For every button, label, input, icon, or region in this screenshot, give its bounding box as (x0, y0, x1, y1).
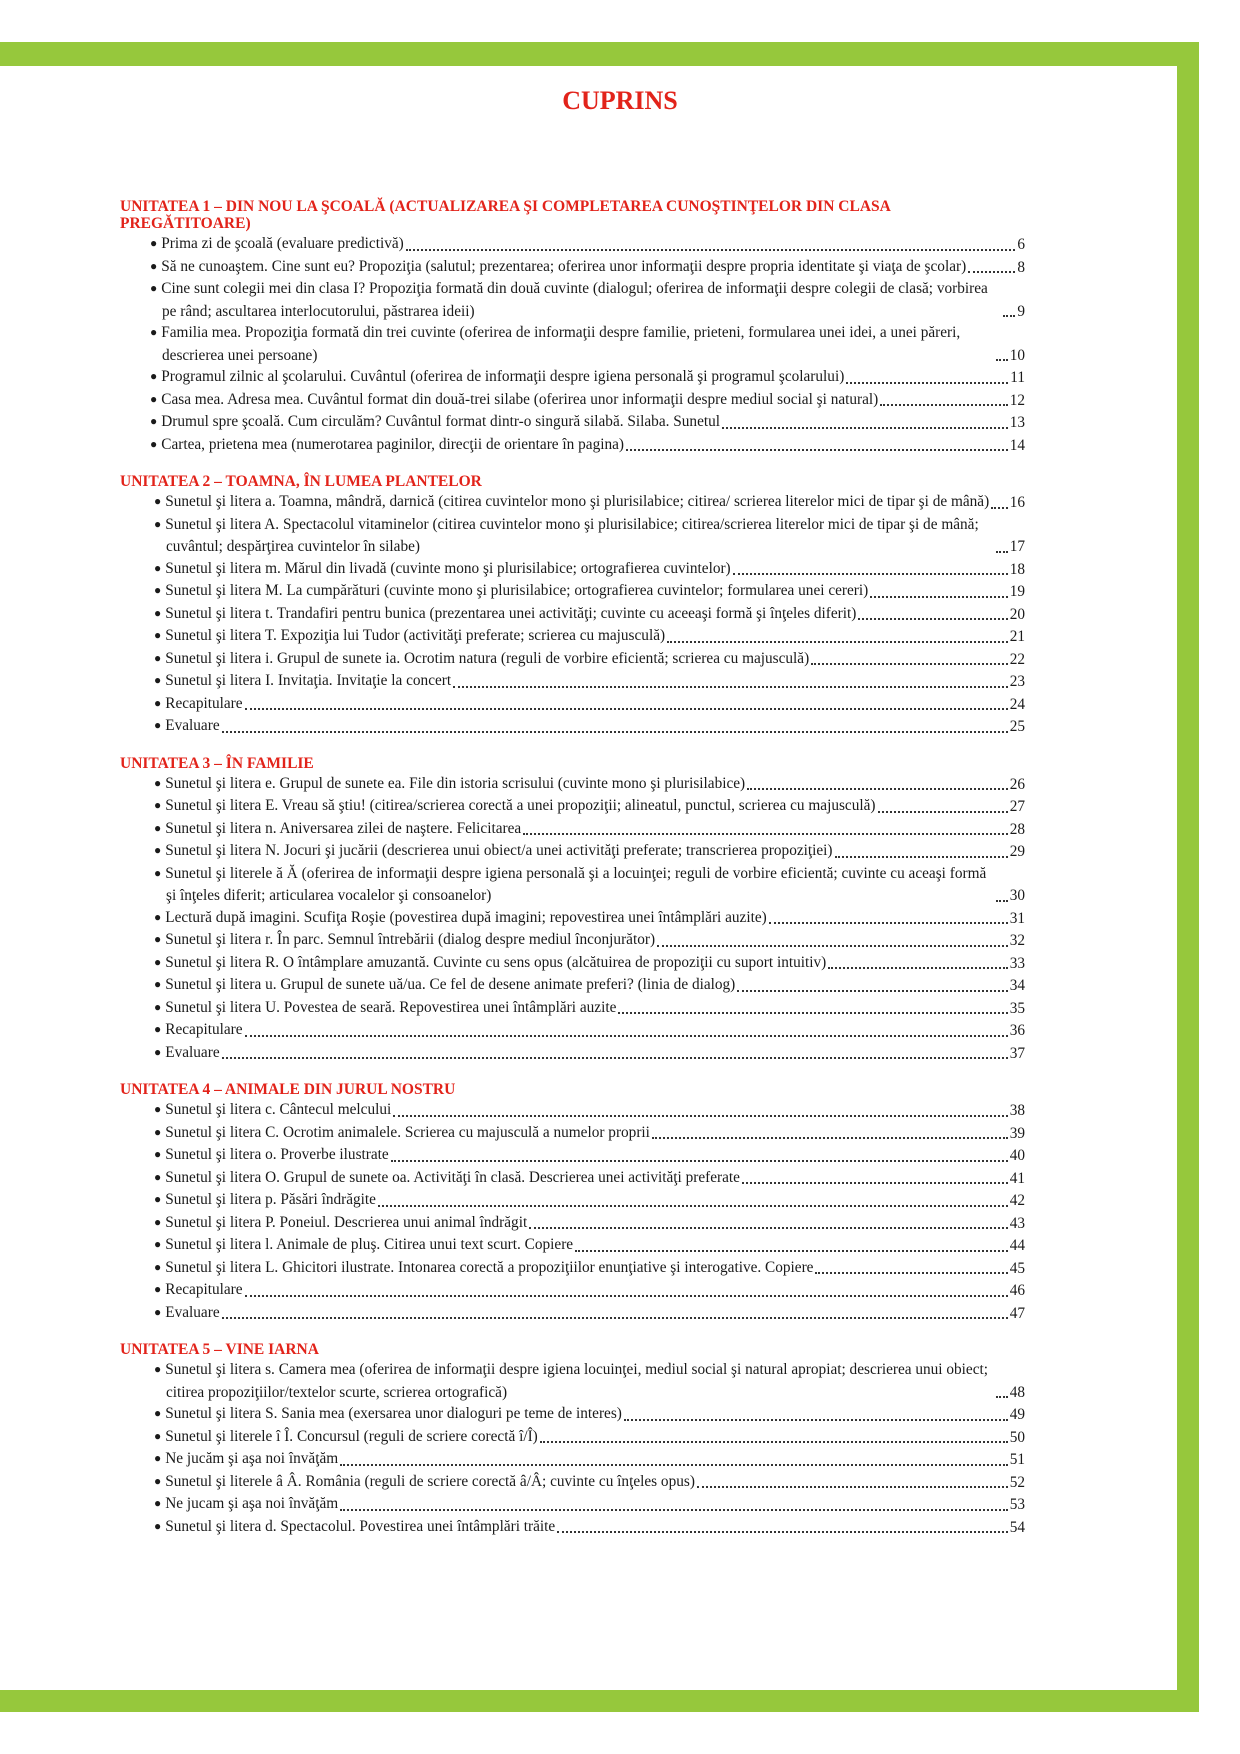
page-number: 32 (1009, 932, 1025, 949)
dot-leader (828, 966, 1007, 969)
page-number: 50 (1009, 1428, 1025, 1446)
toc-entry-text: Sunetul şi litera l. Animale de pluş. Citirea unui text scurt. Copiere (165, 1236, 574, 1253)
bullet-icon: ● (154, 1451, 162, 1465)
bullet-icon: ● (150, 281, 158, 295)
dot-leader (657, 944, 1008, 947)
toc-entry-text: Sunetul şi litera i. Grupul de sunete ia. Ocrotim natura (reguli de vorbire eficientă; scrierea cu majusculă) (165, 649, 810, 667)
toc-entry[interactable] (120, 1099, 1025, 1122)
page-number: 35 (1009, 999, 1025, 1017)
toc-entry[interactable] (120, 514, 1025, 558)
dot-leader (996, 358, 1008, 361)
bullet-icon: ● (154, 1518, 162, 1533)
toc-entry-text: Lectură după imagini. Scufiţa Roşie (povestirea după imagini; repovestirea unei întâmplări auzite) (165, 908, 767, 926)
toc-entry[interactable] (120, 366, 1025, 389)
toc-entry[interactable] (120, 952, 1025, 975)
bullet-icon: ● (150, 236, 158, 250)
toc-entry-text: Sunetul şi litera A. Spectacolul vitaminelor (citirea cuvintelor mono şi plurisilabice; citirea/scrierea literelor mici de tipar şi de mână; cuvântul; despărţirea cuvintelor în silabe) (165, 515, 979, 555)
toc-entry-text: Sunetul şi litera d. Spectacolul. Povestirea unei întâmplări trăite (165, 1517, 556, 1535)
page-number: 8 (1017, 258, 1025, 276)
green-frame-top (0, 42, 1199, 66)
toc-entry[interactable] (120, 625, 1025, 648)
dot-leader (626, 448, 1008, 451)
page-number: 16 (1009, 494, 1025, 511)
toc-entry-text: Cine sunt colegii mei din clasa I? Propoziţia formată din două cuvinte (dialogul; oferirea de informaţii despre colegii de clasă; vorbirea pe rând; ascultarea interlocutorului, păstrarea ideii) (161, 280, 988, 320)
toc-entry-text: Evaluare (165, 1303, 220, 1321)
bullet-icon: ● (154, 1282, 162, 1296)
toc-entry[interactable] (120, 580, 1025, 603)
unit-title: UNITATEA 1 – DIN NOU LA ŞCOALĂ (ACTUALIZAREA ŞI COMPLETAREA CUNOŞTINŢELOR DIN CLASA PREGĂTITOARE) (120, 198, 890, 232)
bullet-icon: ● (154, 909, 162, 924)
dot-leader (391, 1159, 1008, 1162)
page-number: 38 (1009, 1102, 1025, 1119)
page-number: 52 (1009, 1473, 1025, 1491)
page-title: CUPRINS (562, 86, 678, 115)
bullet-icon: ● (154, 1214, 162, 1229)
page-number: 46 (1009, 1282, 1025, 1299)
bullet-icon: ● (154, 1428, 162, 1443)
bullet-icon: ● (154, 977, 162, 991)
page-number: 9 (1017, 302, 1025, 320)
dot-leader (811, 662, 1008, 665)
bullet-icon: ● (154, 820, 162, 835)
bullet-icon: ● (154, 605, 162, 620)
dot-leader (453, 685, 1008, 688)
green-frame-bottom (0, 1690, 1199, 1712)
toc-entry-text: Programul zilnic al şcolarului. Cuvântul (oferirea de informaţii despre igiena personală şi programul şcolarului) (161, 368, 845, 385)
toc-entry-text: Cartea, prietena mea (numerotarea paginilor, direcţii de orientare în pagina) (161, 435, 624, 453)
page-number: 11 (1010, 369, 1025, 386)
page-number: 27 (1009, 798, 1025, 815)
bullet-icon: ● (154, 650, 162, 665)
toc-entry-text: Sunetul şi litera t. Trandafiri pentru bunica (prezentarea unei activităţi; cuvinte cu aceeaşi formă şi înţeles diferit) (165, 604, 857, 622)
toc-entry-text: Recapitulare (165, 1281, 243, 1298)
dot-leader (652, 1136, 1008, 1139)
bullet-icon: ● (154, 1237, 162, 1251)
toc-entry[interactable] (120, 1019, 1025, 1042)
page-number: 13 (1009, 414, 1025, 431)
bullet-icon: ● (154, 695, 162, 710)
page-number: 53 (1009, 1496, 1025, 1513)
toc-entry-text: Sunetul şi litera L. Ghicitori ilustrate. Intonarea corectă a propoziţiilor enunţiative şi interogative. Copiere (165, 1258, 814, 1276)
bullet-icon: ● (154, 843, 162, 857)
bullet-icon: ● (154, 798, 162, 812)
page-number: 20 (1009, 605, 1025, 623)
page-number: 54 (1009, 1518, 1025, 1536)
toc-entry-text: Prima zi de şcoală (evaluare predictivă) (161, 235, 404, 252)
page-number: 12 (1009, 391, 1025, 409)
page-number: 17 (1009, 538, 1025, 555)
page-number: 21 (1009, 628, 1025, 645)
page-number: 44 (1009, 1237, 1025, 1254)
toc-entry[interactable] (120, 1042, 1025, 1065)
toc-entry[interactable] (120, 1122, 1025, 1145)
toc-entry-text: Sunetul şi litera P. Poneiul. Descrierea unui animal îndrăgit (165, 1213, 528, 1231)
toc-entry[interactable] (120, 233, 1025, 256)
toc-entry-text: Sunetul şi litera c. Cântecul melcului (165, 1101, 392, 1118)
dot-leader (815, 1271, 1007, 1274)
dot-leader (968, 270, 1015, 273)
dot-leader (996, 899, 1008, 902)
unit-title: UNITATEA 3 – ÎN FAMILIE (120, 754, 314, 772)
toc-entry-text: Sunetul şi litera s. Camera mea (oferirea de informaţii despre igiena locuinţei, mediul social şi natural apropiat; descrierea unui obiect; citirea propoziţiilor/textelor scurte, scrierea ortografică) (165, 1361, 989, 1401)
dot-leader (846, 381, 1008, 384)
dot-leader (870, 595, 1007, 598)
toc-entry[interactable] (120, 1471, 1025, 1494)
toc-entry[interactable] (120, 715, 1025, 738)
toc-entry[interactable] (120, 795, 1025, 818)
toc-entry-text: Sunetul şi litera r. În parc. Semnul întrebării (dialog despre mediul înconjurător) (165, 931, 656, 948)
dot-leader (878, 810, 1008, 813)
toc-entry-text: Sunetul şi litera p. Păsări îndrăgite (165, 1191, 376, 1208)
dot-leader (747, 787, 1008, 790)
toc-entry-text: Evaluare (165, 1043, 220, 1061)
toc-unit-3 (120, 755, 1025, 1065)
toc-entry-text: Recapitulare (165, 1021, 243, 1038)
toc-entry[interactable] (120, 1234, 1025, 1257)
dot-leader (737, 989, 1007, 992)
bullet-icon: ● (150, 258, 158, 273)
dot-leader (835, 855, 1008, 858)
page-number: 24 (1009, 695, 1025, 713)
dot-leader (618, 1011, 1007, 1014)
toc-entry[interactable] (120, 907, 1025, 930)
dot-leader (769, 921, 1008, 924)
page-number: 29 (1009, 843, 1025, 860)
dot-leader (378, 1204, 1008, 1207)
toc-entry-text: Drumul spre şcoală. Cum circulăm? Cuvântul format dintr-o singură silabă. Silaba. Sunetul (161, 413, 721, 430)
page-number: 6 (1017, 236, 1025, 253)
toc-entry-text: Sunetul şi literele î Î. Concursul (reguli de scriere corectă î/Î) (165, 1427, 538, 1445)
bullet-icon: ● (154, 1406, 162, 1420)
toc-entry-text: Sunetul şi litera u. Grupul de sunete uă/ua. Ce fel de desene animate preferi? (linia de dialog) (165, 976, 736, 993)
toc-entry[interactable] (120, 974, 1025, 997)
green-frame-right (1177, 42, 1199, 1712)
dot-leader (575, 1249, 1008, 1252)
toc-entry[interactable] (120, 648, 1025, 671)
bullet-icon: ● (154, 494, 162, 508)
toc-entry[interactable] (120, 1167, 1025, 1190)
page-number: 33 (1009, 954, 1025, 972)
bullet-icon: ● (154, 775, 162, 790)
bullet-icon: ● (154, 1044, 162, 1059)
bullet-icon: ● (154, 954, 162, 969)
dot-leader (722, 426, 1008, 429)
dot-leader (529, 1226, 1008, 1229)
dot-leader (393, 1114, 1007, 1117)
toc-entry[interactable] (120, 693, 1025, 716)
bullet-icon: ● (154, 932, 162, 946)
dot-leader (245, 1294, 1008, 1297)
dot-leader (340, 1508, 1008, 1511)
page-number: 26 (1009, 775, 1025, 793)
toc-entry-text: Ne jucam şi aşa noi învăţăm (165, 1495, 339, 1512)
toc-entry[interactable] (120, 997, 1025, 1020)
dot-leader (742, 1181, 1008, 1184)
table-of-contents (120, 198, 1025, 1555)
toc-entry-text: Evaluare (165, 717, 220, 734)
toc-entry[interactable] (120, 434, 1025, 457)
toc-entry-text: Sunetul şi litera C. Ocrotim animalele. Scrierea cu majusculă a numelor proprii (165, 1123, 650, 1141)
bullet-icon: ● (154, 1259, 162, 1274)
dot-leader (858, 617, 1007, 620)
toc-entry-text: Sunetul şi litera a. Toamna, mândră, darnică (citirea cuvintelor mono şi plurisilabice; citirea/ scrierea literelor mici de tipar şi de mână) (165, 493, 990, 510)
toc-entry[interactable] (120, 389, 1025, 412)
toc-entry[interactable] (120, 1144, 1025, 1167)
bullet-icon: ● (150, 391, 158, 406)
dot-leader (245, 1034, 1008, 1037)
unit-title: UNITATEA 4 – ANIMALE DIN JURUL NOSTRU (120, 1081, 456, 1098)
dot-leader (1003, 314, 1015, 317)
toc-entry[interactable] (120, 773, 1025, 796)
page-number: 28 (1009, 820, 1025, 838)
page-number: 22 (1009, 650, 1025, 668)
bullet-icon: ● (154, 1304, 162, 1319)
dot-leader (991, 506, 1008, 509)
dot-leader (523, 832, 1008, 835)
toc-entry[interactable] (120, 863, 1025, 907)
toc-entry-text: Sunetul şi litera N. Jocuri şi jucării (descrierea unui obiect/a unei activităţi preferate; transcrierea propoziţiei) (165, 842, 833, 859)
bullet-icon: ● (154, 1102, 162, 1116)
bullet-icon: ● (154, 628, 162, 642)
toc-entry-text: Sunetul şi litera T. Expoziţia lui Tudor (activităţi preferate; scrierea cu majusculă) (165, 627, 666, 644)
bullet-icon: ● (154, 516, 162, 531)
page-number: 19 (1009, 583, 1025, 600)
page-number: 43 (1009, 1214, 1025, 1232)
bullet-icon: ● (154, 1362, 162, 1376)
toc-entry[interactable] (120, 1302, 1025, 1325)
page-number: 25 (1009, 718, 1025, 735)
toc-unit-2 (120, 473, 1025, 738)
dot-leader (624, 1418, 1008, 1421)
toc-entry[interactable] (120, 1426, 1025, 1449)
bullet-icon: ● (154, 1496, 162, 1510)
toc-entry-text: Recapitulare (165, 694, 243, 712)
dot-leader (557, 1530, 1007, 1533)
bullet-icon: ● (150, 369, 158, 383)
bullet-icon: ● (150, 325, 158, 339)
toc-entry-text: Sunetul şi litera I. Invitaţia. Invitaţie la concert (165, 672, 452, 689)
page-number: 23 (1009, 673, 1025, 690)
page-number: 49 (1009, 1406, 1025, 1423)
bullet-icon: ● (154, 718, 162, 732)
toc-entry-text: Sunetul şi litera n. Aniversarea zilei de naştere. Felicitarea (165, 819, 522, 837)
dot-leader (697, 1485, 1008, 1488)
bullet-icon: ● (154, 1147, 162, 1161)
page-number: 39 (1009, 1124, 1025, 1142)
toc-entry[interactable] (120, 1212, 1025, 1235)
page-number: 34 (1009, 977, 1025, 994)
page-number: 30 (1009, 887, 1025, 904)
page-number: 14 (1009, 436, 1025, 454)
page-number: 18 (1009, 560, 1025, 578)
toc-entry[interactable] (120, 256, 1025, 279)
bullet-icon: ● (154, 1192, 162, 1206)
dot-leader (340, 1463, 1008, 1466)
bullet-icon: ● (154, 1473, 162, 1488)
toc-entry-text: Sunetul şi literele ă Ă (oferirea de informaţii despre igiena personală şi a locuinţei; reguli de vorbire eficientă; cuvinte cu aceaşi formă şi înţeles diferit; articularea vocalelor şi consoanelor) (165, 864, 987, 904)
toc-entry[interactable] (120, 1257, 1025, 1280)
toc-entry[interactable] (120, 1516, 1025, 1539)
page-number: 42 (1009, 1192, 1025, 1209)
toc-entry[interactable] (120, 278, 1025, 322)
toc-entry-text: Sunetul şi litera O. Grupul de sunete oa. Activităţi în clasă. Descrierea unei activităţi preferate (165, 1168, 740, 1186)
toc-unit-4 (120, 1081, 1025, 1324)
page-number: 10 (1009, 346, 1025, 364)
bullet-icon: ● (154, 865, 162, 880)
toc-entry-text: Casa mea. Adresa mea. Cuvântul format din două-trei silabe (oferirea unor informaţii despre mediul social şi natural) (161, 390, 879, 408)
bullet-icon: ● (154, 560, 162, 575)
page-number: 40 (1009, 1147, 1025, 1164)
page-number: 47 (1009, 1304, 1025, 1322)
toc-unit-1 (120, 198, 1025, 456)
toc-entry[interactable] (120, 1448, 1025, 1471)
toc-entry[interactable] (120, 491, 1025, 514)
bullet-icon: ● (154, 1124, 162, 1139)
toc-entry-text: Ne jucăm şi aşa noi învăţăm (165, 1450, 339, 1467)
toc-entry-text: Sunetul şi litera e. Grupul de sunete ea. File din istoria scrisului (cuvinte mono şi plurisilabice) (165, 774, 746, 792)
unit-title: UNITATEA 5 – VINE IARNA (120, 1341, 319, 1358)
toc-entry[interactable] (120, 1493, 1025, 1516)
toc-entry-text: Sunetul şi litera U. Povestea de seară. Repovestirea unei întâmplări auzite (165, 998, 617, 1016)
page-number: 48 (1009, 1383, 1025, 1401)
bullet-icon: ● (154, 1169, 162, 1184)
dot-leader (996, 1395, 1008, 1398)
dot-leader (406, 248, 1016, 251)
page-number: 41 (1009, 1169, 1025, 1187)
toc-entry[interactable] (120, 1279, 1025, 1302)
toc-entry[interactable] (120, 1359, 1025, 1403)
toc-entry[interactable] (120, 558, 1025, 581)
bullet-icon: ● (150, 414, 158, 428)
dot-leader (667, 640, 1008, 643)
dot-leader (222, 1056, 1008, 1059)
dot-leader (880, 403, 1007, 406)
dot-leader (222, 1316, 1008, 1319)
page-number: 31 (1009, 909, 1025, 927)
bullet-icon: ● (150, 436, 158, 451)
bullet-icon: ● (154, 673, 162, 687)
toc-entry[interactable] (120, 603, 1025, 626)
toc-entry-text: Să ne cunoaştem. Cine sunt eu? Propoziţia (salutul; prezentarea; oferirea unor informaţii despre propria identitate şi viaţa de şcolar) (161, 257, 967, 275)
page-number: 45 (1009, 1259, 1025, 1277)
toc-entry[interactable] (120, 818, 1025, 841)
dot-leader (540, 1440, 1008, 1443)
bullet-icon: ● (154, 1022, 162, 1036)
toc-unit-5 (120, 1341, 1025, 1538)
dot-leader (733, 572, 1008, 575)
dot-leader (996, 550, 1008, 553)
toc-entry-text: Sunetul şi litera M. La cumpărături (cuvinte mono şi plurisilabice; ortografierea cuvintelor; formularea unei cereri) (165, 582, 869, 599)
toc-entry[interactable] (120, 670, 1025, 693)
toc-entry[interactable] (120, 929, 1025, 952)
toc-entry[interactable] (120, 840, 1025, 863)
toc-entry-text: Sunetul şi litera R. O întâmplare amuzantă. Cuvinte cu sens opus (alcătuirea de propoziţii cu suport intuitiv) (165, 953, 827, 971)
toc-entry-text: Sunetul şi litera E. Vreau să ştiu! (citirea/scrierea corectă a unei propoziţii; alineatul, punctul, scrierea cu majusculă) (165, 797, 876, 814)
toc-entry-text: Sunetul şi literele â Â. România (reguli de scriere corectă â/Â; cuvinte cu înţeles opus) (165, 1472, 695, 1490)
unit-title: UNITATEA 2 – TOAMNA, ÎN LUMEA PLANTELOR (120, 473, 482, 490)
toc-entry[interactable] (120, 1189, 1025, 1212)
toc-entry[interactable] (120, 322, 1025, 366)
page-number: 37 (1009, 1044, 1025, 1062)
toc-entry[interactable] (120, 411, 1025, 434)
toc-entry-text: Sunetul şi litera S. Sania mea (exersarea unor dialoguri pe teme de interes) (165, 1405, 622, 1422)
dot-leader (222, 730, 1008, 733)
toc-entry-text: Sunetul şi litera o. Proverbe ilustrate (165, 1146, 389, 1163)
toc-entry-text: Sunetul şi litera m. Mărul din livadă (cuvinte mono şi plurisilabice; ortografierea cuvintelor) (165, 559, 731, 577)
page-number: 36 (1009, 1022, 1025, 1039)
page-number: 51 (1009, 1451, 1025, 1468)
toc-entry-text: Familia mea. Propoziţia formată din trei cuvinte (oferirea de informaţii despre familie, prieteni, formularea unei idei, a unei păreri, descrierea unei persoane) (161, 324, 961, 364)
bullet-icon: ● (154, 583, 162, 597)
dot-leader (245, 707, 1008, 710)
toc-entry[interactable] (120, 1403, 1025, 1426)
bullet-icon: ● (154, 999, 162, 1014)
